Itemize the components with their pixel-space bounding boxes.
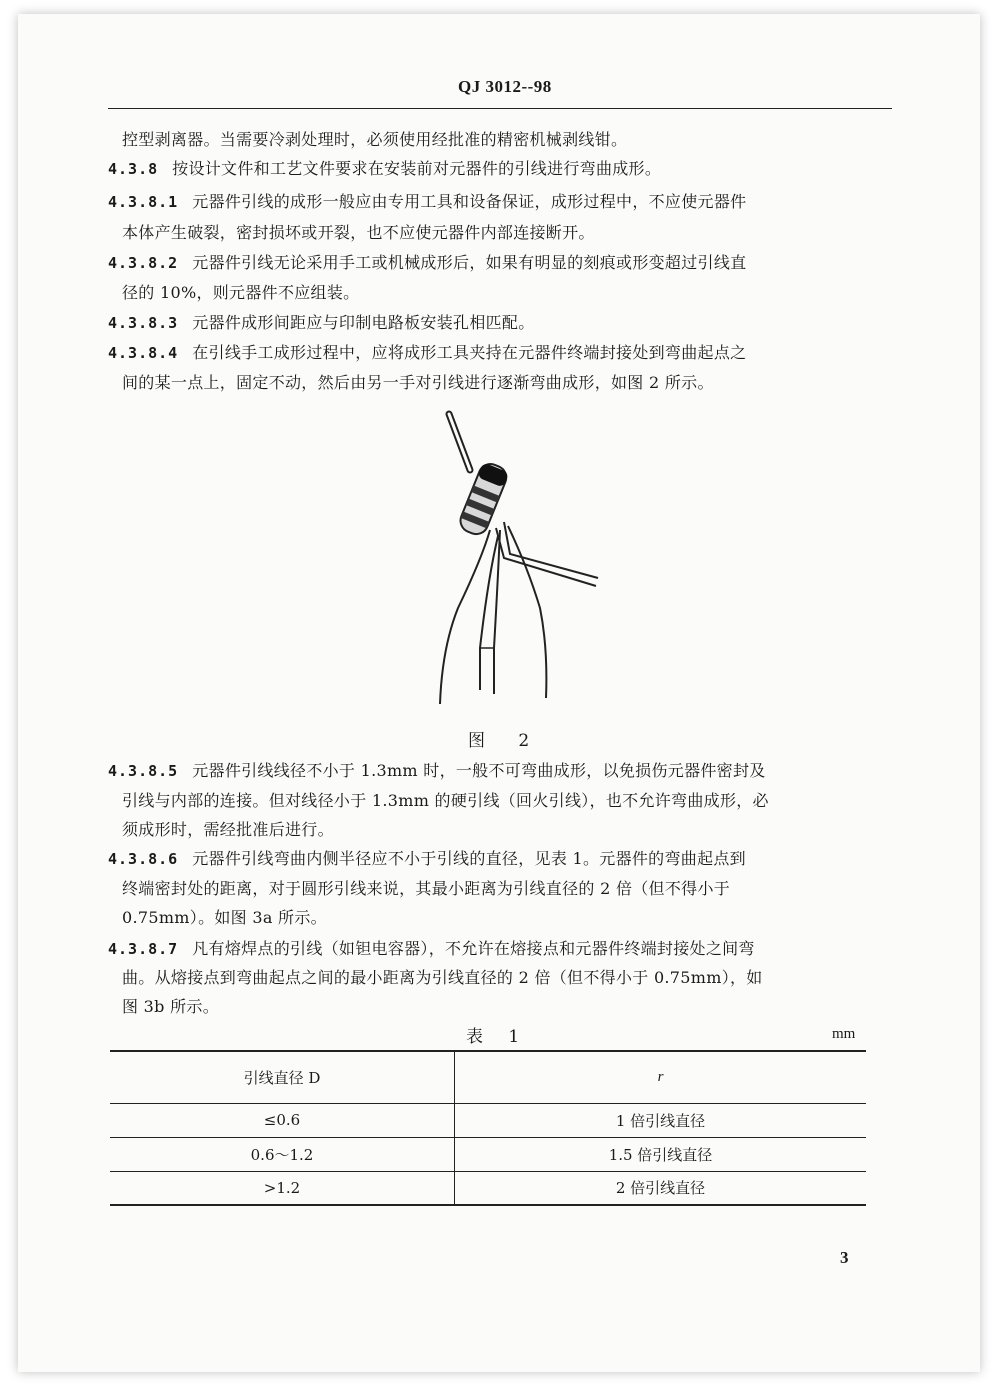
table-row: [110, 1137, 866, 1171]
table-cell: 1.5 倍引线直径: [455, 1137, 867, 1171]
text-line: 图 3b 所示。: [122, 997, 219, 1016]
table-row: [110, 1171, 866, 1205]
text-line: 4.3.8.2 元器件引线无论采用手工或机械成形后，如果有明显的刻痕或形变超过引线直: [108, 253, 747, 272]
table-cell: 2 倍引线直径: [455, 1171, 867, 1205]
text-line: 间的某一点上，固定不动，然后由另一手对引线进行逐渐弯曲成形，如图 2 所示。: [122, 373, 714, 392]
header-lead-diameter: 引线直径 D: [110, 1051, 455, 1103]
table-cell: 1 倍引线直径: [455, 1103, 867, 1137]
document-header-code: QJ 3012--98: [458, 77, 552, 96]
text-line: 须成形时，需经批准后进行。: [122, 820, 334, 839]
table-1: [110, 1050, 866, 1206]
table-cell: ≤0.6: [110, 1103, 455, 1137]
figure-2-lead-forming-illustration: [428, 408, 608, 713]
page-number: 3: [840, 1248, 849, 1267]
text-line: 4.3.8.7 凡有熔焊点的引线（如钽电容器），不允许在熔接点和元器件终端封接处之间弯: [108, 939, 755, 958]
table-title: 表 1: [466, 1027, 530, 1047]
text-line: 4.3.8.5 元器件引线线径不小于 1.3mm 时，一般不可弯曲成形，以免损伤元器件密封及: [108, 761, 766, 780]
text-line: 0.75mm）。如图 3a 所示。: [122, 908, 327, 927]
text-line: 4.3.8.1 元器件引线的成形一般应由专用工具和设备保证，成形过程中，不应使元器件: [108, 192, 747, 211]
text-line: 控型剥离器。当需要冷剥处理时，必须使用经批准的精密机械剥线钳。: [122, 130, 628, 149]
table-header-row: [110, 1051, 866, 1103]
table-row: [110, 1103, 866, 1137]
table-unit: mm: [832, 1026, 856, 1042]
text-line: 4.3.8.6 元器件引线弯曲内侧半径应不小于引线的直径，见表 1。元器件的弯曲起点到: [108, 849, 746, 868]
text-line: 4.3.8.3 元器件成形间距应与印制电路板安装孔相匹配。: [108, 313, 535, 332]
figure-caption: 图 2: [468, 731, 544, 751]
pliers-left-jaw: [440, 530, 490, 704]
text-line: 本体产生破裂，密封损坏或开裂，也不应使元器件内部连接断开。: [122, 223, 595, 242]
text-line: 4.3.8 按设计文件和工艺文件要求在安装前对元器件的引线进行弯曲成形。: [108, 159, 662, 178]
component-body: [457, 460, 510, 537]
text-line: 引线与内部的连接。但对线径小于 1.3mm 的硬引线（回火引线），也不允许弯曲成形，必: [122, 791, 769, 810]
text-line: 终端密封处的距离，对于圆形引线来说，其最小距离为引线直径的 2 倍（但不得小于: [122, 879, 731, 898]
text-line: 径的 10%，则元器件不应组装。: [122, 283, 360, 302]
header-rule: [108, 108, 892, 109]
lower-lead-bent: [496, 528, 596, 586]
table-cell: 0.6～1.2: [110, 1137, 455, 1171]
text-line: 4.3.8.4 在引线手工成形过程中，应将成形工具夹持在元器件终端封接处到弯曲起点之: [108, 343, 747, 362]
header-radius: r: [455, 1051, 867, 1103]
text-line: 曲。从熔接点到弯曲起点之间的最小距离为引线直径的 2 倍（但不得小于 0.75mm），如: [122, 968, 763, 987]
table-cell: >1.2: [110, 1171, 455, 1205]
